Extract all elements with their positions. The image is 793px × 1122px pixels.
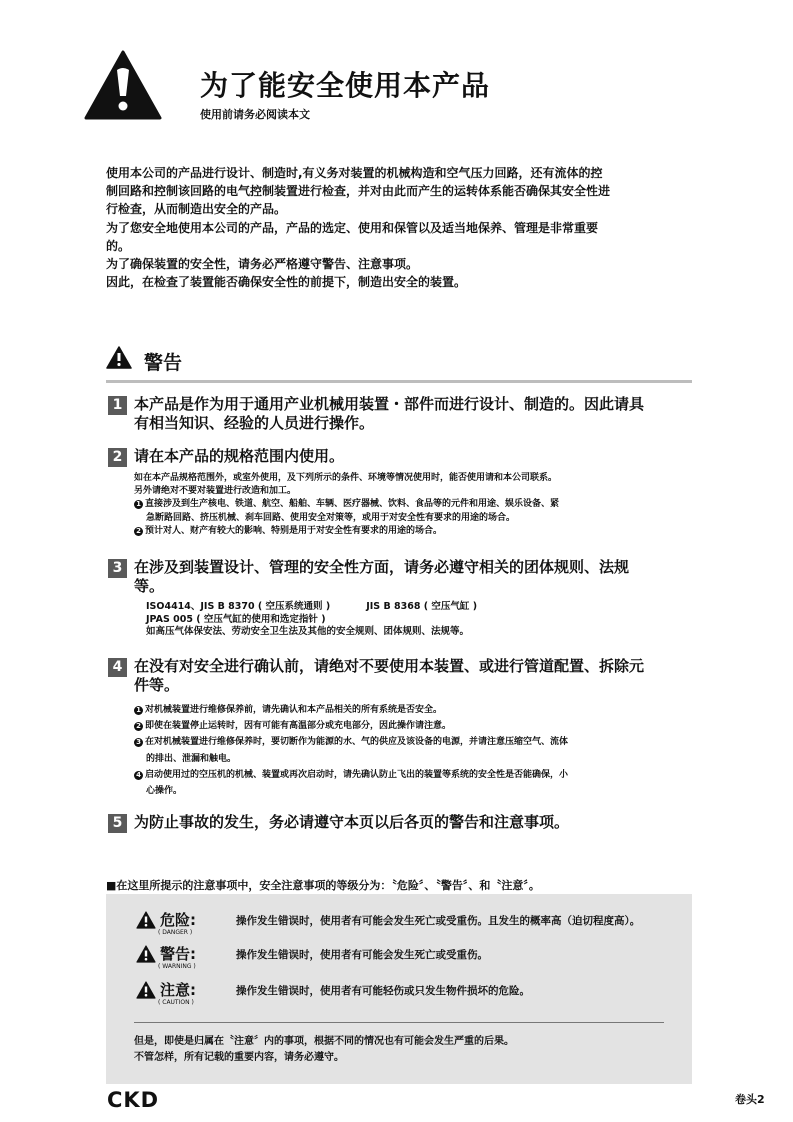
intro-line: 行检查，从而制造出安全的产品。: [106, 202, 287, 217]
warning-triangle-icon: [136, 911, 156, 929]
divider: [134, 1022, 664, 1023]
item-title-line: 本产品是作为用于通用产业机械用装置・部件而进行设计、制造的。因此请具: [134, 395, 645, 413]
number-bullet-icon: 2: [134, 722, 143, 731]
intro-line: 因此，在检查了装置能否确保安全性的前提下，制造出安全的装置。: [106, 275, 467, 290]
standard-line: 如高压气体保安法、劳动安全卫生法及其他的安全规则、团体规则、法规等。: [146, 626, 470, 638]
intro-line: 制回路和控制该回路的电气控制装置进行检查，并对由此而产生的运转体系能否确保其安全性进: [106, 184, 611, 199]
item-title: 请在本产品的规格范围内使用。: [134, 447, 345, 465]
page-number: 卷头2: [735, 1093, 765, 1106]
item-title: [134, 395, 696, 433]
detail-line: 1 直接涉及到生产核电、铁道、航空、船舶、车辆、医疗器械、饮料、食品等的元件和用途、娱乐设备、紧: [134, 498, 694, 511]
level-desc: 操作发生错误时，使用者有可能轻伤或只发生物件损坏的危险。: [236, 985, 530, 997]
detail-line: 2 即使在装置停止运转时，因有可能有高温部分或充电部分，因此操作请注意。: [134, 718, 694, 734]
item-number: 3: [108, 559, 127, 578]
detail-line: 的排出、泄漏和触电。: [146, 753, 237, 764]
detail-line: 如在本产品规格范围外，或室外使用，及下列所示的条件、环境等情况使用时，能否使用请和本公司联系。: [134, 473, 558, 483]
warning-heading: [106, 346, 692, 383]
number-bullet-icon: 2: [134, 527, 143, 536]
intro-line: 为了确保装置的安全性，请务必严格遵守警告、注意事项。: [106, 257, 419, 272]
box-note: [134, 1034, 514, 1065]
number-bullet-icon: 4: [134, 771, 143, 780]
detail-line: 心操作。: [146, 786, 183, 797]
standard-line: JPAS 005 ( 空压气缸的使用和选定指针 ): [146, 613, 326, 625]
standard-line: ISO4414、JIS B 8370 ( 空压系统通则 ) JIS B 8368 ( 空压气缸 ): [146, 601, 478, 612]
page-title: 为了能安全使用本产品: [200, 69, 491, 102]
item-title: 为防止事故的发生，务必请遵守本页以后各页的警告和注意事项。: [134, 813, 570, 831]
page-subtitle: 使用前请务必阅读本文: [200, 108, 310, 121]
item-number: 1: [108, 396, 127, 415]
item-details: [134, 702, 694, 799]
level-word: 危险:: [160, 911, 196, 929]
warning-triangle-icon: [136, 981, 156, 999]
detail-line: 急断路回路、挤压机械、刹车回路、使用安全对策等，或用于对安全性有要求的用途的场合。: [146, 512, 516, 523]
intro-line: 为了您安全地使用本公司的产品，产品的选定、使用和保管以及适当地保养、管理是非常重要: [106, 220, 599, 235]
level-word: 注意:: [160, 981, 196, 999]
level-en: ( WARNING ): [158, 963, 196, 970]
item-title-line: 在涉及到装置设计、管理的安全性方面，请务必遵守相关的团体规则、法规: [134, 558, 630, 576]
level-en: ( CAUTION ): [158, 999, 194, 1006]
box-note-line: 但是，即使是归属在〝注意〞内的事项，根据不同的情况也有可能会发生严重的后果。: [134, 1036, 514, 1047]
detail-line: 另外请绝对不要对装置进行改造和加工。: [134, 486, 297, 497]
detail-line: 1 对机械装置进行维修保养前，请先确认和本产品相关的所有系统是否安全。: [134, 702, 694, 718]
intro-line: 的。: [106, 238, 131, 253]
warning-triangle-icon: [84, 50, 162, 120]
levels-note: ■在这里所提示的注意事项中，安全注意事项的等级分为：〝危险〞、〝警告〞、和〝注意〞。: [106, 879, 540, 892]
item-title: [134, 558, 696, 596]
number-bullet-icon: 1: [134, 500, 143, 509]
item-title: [134, 657, 696, 695]
detail-line: 3 在对机械装置进行维修保养时，要切断作为能源的水、气的供应及该设备的电源，并请注意压缩空气、流体: [134, 734, 694, 750]
standards-list: [146, 601, 666, 639]
company-logo: CKD: [107, 1088, 160, 1112]
warning-label: 警告: [144, 352, 183, 374]
detail-line: 2 预计对人、财产有较大的影响、特别是用于对安全性有要求的用途的场合。: [134, 525, 694, 538]
number-bullet-icon: 3: [134, 738, 143, 747]
level-word: 警告:: [160, 945, 196, 963]
item-title-line: 在没有对安全进行确认前，请绝对不要使用本装置、或进行管道配置、拆除元: [134, 657, 645, 675]
hazard-levels-box: [106, 894, 692, 1084]
item-number: 4: [108, 658, 127, 677]
item-title-line: 等。: [134, 577, 165, 595]
intro-line: 使用本公司的产品进行设计、制造时,有义务对装置的机械构造和空气压力回路，还有流体的控: [106, 166, 603, 180]
detail-line: 4 启动使用过的空压机的机械、装置或再次启动时，请先确认防止飞出的装置等系统的安全性是否能确保，小: [134, 767, 694, 783]
level-desc: 操作发生错误时，使用者有可能会发生死亡或受重伤。: [236, 949, 488, 961]
item-number: 2: [108, 448, 127, 467]
warning-small-icon: [106, 346, 132, 369]
level-en: ( DANGER ): [158, 929, 193, 936]
level-desc: 操作发生错误时，使用者有可能会发生死亡或受重伤。且发生的概率高（迫切程度高）。: [236, 915, 641, 927]
number-bullet-icon: 1: [134, 706, 143, 715]
intro-paragraph: [106, 164, 698, 291]
box-note-line: 不管怎样，所有记载的重要内容，请务必遵守。: [134, 1051, 344, 1063]
warning-triangle-icon: [136, 945, 156, 963]
item-title-line: 件等。: [134, 676, 180, 694]
item-number: 5: [108, 814, 127, 833]
item-title-line: 有相当知识、经验的人员进行操作。: [134, 414, 375, 432]
item-details: [134, 472, 694, 538]
